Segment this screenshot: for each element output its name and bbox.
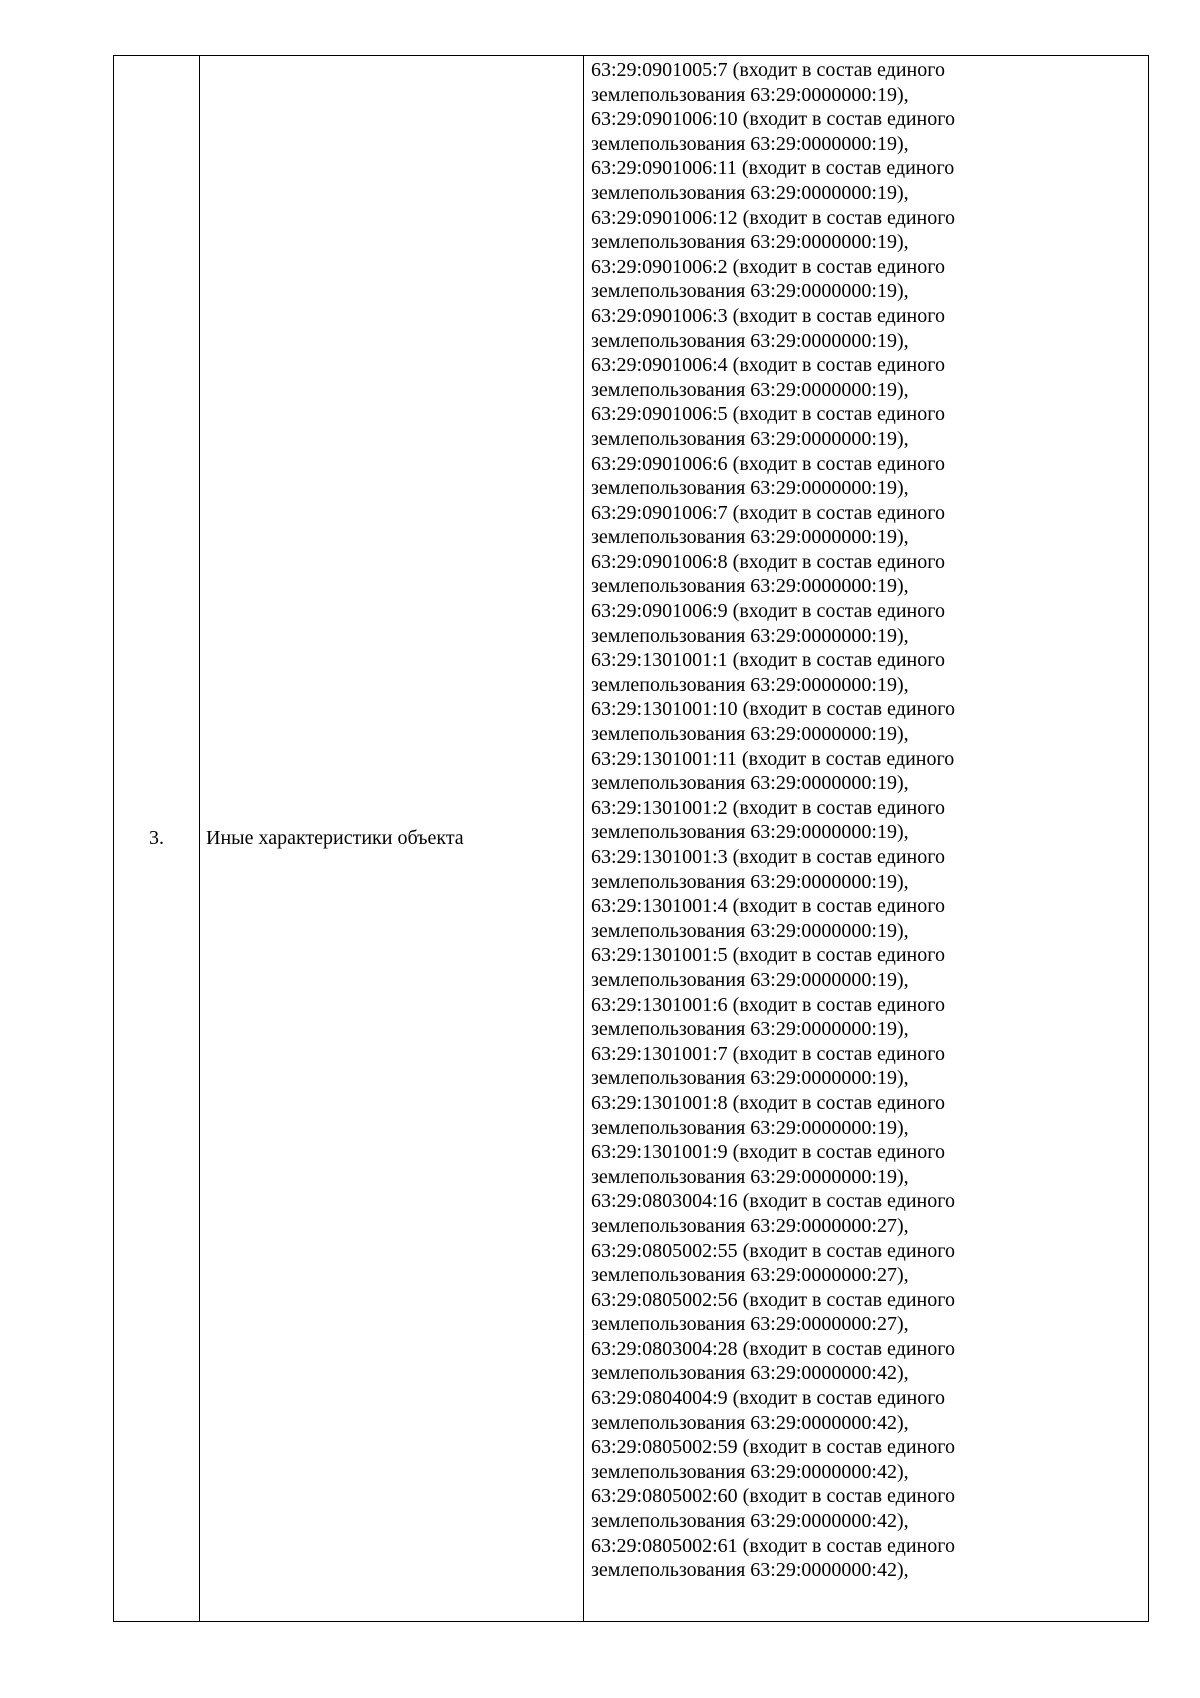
cadastral-number-line: 63:29:0901006:2 (входит в состав единого bbox=[591, 255, 945, 278]
land-use-line: землепользования 63:29:0000000:19), bbox=[591, 378, 909, 401]
cadastral-number-line: 63:29:0805002:59 (входит в состав единого bbox=[591, 1436, 955, 1459]
land-use-line: землепользования 63:29:0000000:19), bbox=[591, 83, 909, 106]
land-use-line: землепользования 63:29:0000000:19), bbox=[591, 181, 909, 204]
list-item bbox=[591, 697, 1142, 746]
cadastral-number-line: 63:29:0805002:56 (входит в состав единого bbox=[591, 1288, 955, 1311]
cadastral-number-line: 63:29:1301001:2 (входит в состав единого bbox=[591, 796, 945, 819]
land-use-line: землепользования 63:29:0000000:19), bbox=[591, 231, 909, 254]
list-item bbox=[591, 1337, 1142, 1386]
cadastral-number-line: 63:29:0803004:28 (входит в состав единого bbox=[591, 1337, 955, 1360]
characteristics-table bbox=[113, 55, 1149, 1622]
land-use-line: землепользования 63:29:0000000:42), bbox=[591, 1510, 909, 1533]
cadastral-number-line: 63:29:0805002:61 (входит в состав единого bbox=[591, 1534, 955, 1557]
list-item bbox=[591, 501, 1142, 550]
cadastral-entries-list bbox=[591, 58, 1142, 1583]
land-use-line: землепользования 63:29:0000000:19), bbox=[591, 280, 909, 303]
cadastral-number-line: 63:29:0803004:16 (входит в состав единого bbox=[591, 1190, 955, 1213]
row-number: 3. bbox=[149, 827, 164, 849]
land-use-line: землепользования 63:29:0000000:19), bbox=[591, 526, 909, 549]
list-item bbox=[591, 255, 1142, 304]
land-use-line: землепользования 63:29:0000000:42), bbox=[591, 1460, 909, 1483]
land-use-line: землепользования 63:29:0000000:19), bbox=[591, 919, 909, 942]
list-item bbox=[591, 796, 1142, 845]
cadastral-number-line: 63:29:0901006:4 (входит в состав единого bbox=[591, 354, 945, 377]
land-use-line: землепользования 63:29:0000000:19), bbox=[591, 1116, 909, 1139]
land-use-line: землепользования 63:29:0000000:19), bbox=[591, 673, 909, 696]
cadastral-number-line: 63:29:0901006:6 (входит в состав единого bbox=[591, 452, 945, 475]
list-item bbox=[591, 1534, 1142, 1583]
list-item bbox=[591, 1189, 1142, 1238]
cadastral-number-line: 63:29:1301001:1 (входит в состав единого bbox=[591, 649, 945, 672]
cadastral-number-line: 63:29:1301001:6 (входит в состав единого bbox=[591, 993, 945, 1016]
land-use-line: землепользования 63:29:0000000:19), bbox=[591, 575, 909, 598]
list-item bbox=[591, 1288, 1142, 1337]
cadastral-number-line: 63:29:0805002:60 (входит в состав единого bbox=[591, 1485, 955, 1508]
cadastral-number-line: 63:29:0901006:5 (входит в состав единого bbox=[591, 403, 945, 426]
list-item bbox=[591, 550, 1142, 599]
cadastral-number-line: 63:29:1301001:8 (входит в состав единого bbox=[591, 1091, 945, 1114]
list-item bbox=[591, 58, 1142, 107]
row-value-cell bbox=[584, 56, 1149, 1622]
land-use-line: землепользования 63:29:0000000:19), bbox=[591, 1067, 909, 1090]
list-item bbox=[591, 206, 1142, 255]
cadastral-number-line: 63:29:0901006:12 (входит в состав единого bbox=[591, 206, 955, 229]
list-item bbox=[591, 1042, 1142, 1091]
list-item bbox=[591, 648, 1142, 697]
cadastral-number-line: 63:29:0901006:8 (входит в состав единого bbox=[591, 550, 945, 573]
list-item bbox=[591, 943, 1142, 992]
land-use-line: землепользования 63:29:0000000:19), bbox=[591, 132, 909, 155]
cadastral-number-line: 63:29:1301001:3 (входит в состав единого bbox=[591, 846, 945, 868]
list-item bbox=[591, 1386, 1142, 1435]
cadastral-number-line: 63:29:1301001:10 (входит в состав единого bbox=[591, 698, 955, 721]
land-use-line: землепользования 63:29:0000000:19), bbox=[591, 427, 909, 450]
row-number-cell bbox=[114, 56, 200, 1622]
cadastral-number-line: 63:29:1301001:7 (входит в состав единого bbox=[591, 1042, 945, 1065]
cadastral-number-line: 63:29:0804004:9 (входит в состав единого bbox=[591, 1387, 945, 1410]
list-item bbox=[591, 894, 1142, 943]
list-item bbox=[591, 599, 1142, 648]
land-use-line: землепользования 63:29:0000000:19), bbox=[591, 1018, 909, 1041]
list-item bbox=[591, 304, 1142, 353]
land-use-line: землепользования 63:29:0000000:42), bbox=[591, 1559, 909, 1582]
cadastral-number-line: 63:29:0901006:3 (входит в состав единого bbox=[591, 304, 945, 327]
land-use-line: землепользования 63:29:0000000:27), bbox=[591, 1264, 909, 1287]
cadastral-number-line: 63:29:0805002:55 (входит в состав единого bbox=[591, 1239, 955, 1262]
land-use-line: землепользования 63:29:0000000:19), bbox=[591, 968, 909, 991]
land-use-line: землепользования 63:29:0000000:27), bbox=[591, 1313, 909, 1336]
cadastral-number-line: 63:29:1301001:5 (входит в состав единого bbox=[591, 944, 945, 967]
cadastral-number-line: 63:29:0901006:11 (входит в состав единого bbox=[591, 157, 955, 180]
list-item bbox=[591, 353, 1142, 402]
land-use-line: землепользования 63:29:0000000:42), bbox=[591, 1362, 909, 1385]
land-use-line: землепользования 63:29:0000000:19), bbox=[591, 821, 909, 844]
cadastral-number-line: 63:29:0901006:10 (входит в состав единого bbox=[591, 108, 955, 131]
list-item bbox=[591, 1435, 1142, 1484]
cadastral-number-line: 63:29:0901006:7 (входит в состав единого bbox=[591, 501, 945, 524]
cadastral-number-line: 63:29:0901005:7 (входит в состав единого bbox=[591, 59, 945, 81]
list-item bbox=[591, 1091, 1142, 1140]
list-item bbox=[591, 402, 1142, 451]
row-label: Иные характеристики объекта bbox=[206, 827, 464, 849]
cadastral-number-line: 63:29:1301001:9 (входит в состав единого bbox=[591, 1141, 945, 1164]
land-use-line: землепользования 63:29:0000000:27), bbox=[591, 1214, 909, 1237]
cadastral-number-line: 63:29:1301001:4 (входит в состав единого bbox=[591, 895, 945, 918]
land-use-line: землепользования 63:29:0000000:19), bbox=[591, 1165, 909, 1188]
land-use-line: землепользования 63:29:0000000:19), bbox=[591, 624, 909, 647]
table-row bbox=[114, 56, 1149, 1622]
list-item bbox=[591, 1140, 1142, 1189]
land-use-line: землепользования 63:29:0000000:19), bbox=[591, 772, 909, 795]
land-use-line: землепользования 63:29:0000000:19), bbox=[591, 477, 909, 500]
list-item bbox=[591, 452, 1142, 501]
list-item bbox=[591, 107, 1142, 156]
cadastral-number-line: 63:29:1301001:11 (входит в состав единого bbox=[591, 747, 955, 770]
land-use-line: землепользования 63:29:0000000:19), bbox=[591, 870, 909, 893]
land-use-line: землепользования 63:29:0000000:19), bbox=[591, 329, 909, 352]
land-use-line: землепользования 63:29:0000000:42), bbox=[591, 1411, 909, 1434]
list-item bbox=[591, 156, 1142, 205]
land-use-line: землепользования 63:29:0000000:19), bbox=[591, 723, 909, 746]
list-item bbox=[591, 993, 1142, 1042]
list-item bbox=[591, 747, 1142, 796]
list-item bbox=[591, 1484, 1142, 1533]
list-item bbox=[591, 845, 1142, 894]
cadastral-number-line: 63:29:0901006:9 (входит в состав единого bbox=[591, 600, 945, 623]
row-label-cell bbox=[200, 56, 584, 1622]
list-item bbox=[591, 1239, 1142, 1288]
